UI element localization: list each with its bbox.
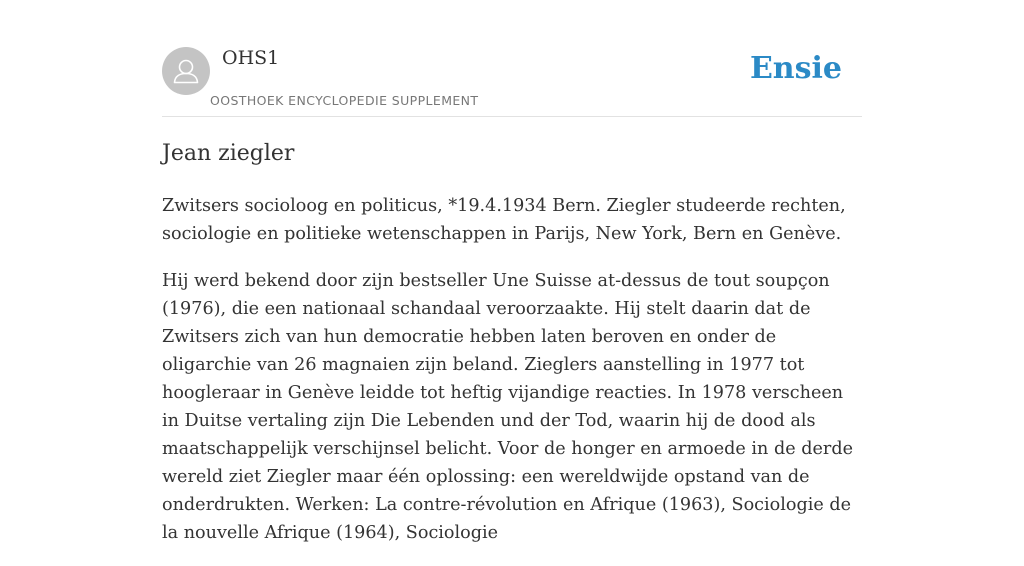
article-paragraph: Zwitsers socioloog en politicus, *19.4.1934 Bern. Ziegler studeerde rechten, sociologie en politieke wetenschappen in Parijs, New York, Bern en Genève. <box>162 196 846 244</box>
user-name-link[interactable]: OHS1 <box>222 47 280 69</box>
source-name-link[interactable]: OOSTHOEK ENCYCLOPEDIE SUPPLEMENT <box>210 93 479 108</box>
article-paragraph: Hij werd bekend door zijn bestseller Une Suisse at-dessus de tout soupçon (1976), die een nationaal schandaal veroorzaakte. Hij stelt daarin dat de Zwitsers zich van hun democratie hebben laten beroven en onder de oligarchie van 26 magnaien zijn beland. Zieglers aanstelling in 1977 tot hoogleraar in Genève leidde tot heftig vijandige reacties. In 1978 verscheen in Duitse vertaling zijn Die Lebenden und der Tod, waarin hij de dood als maatschappelijk verschijnsel belicht. Voor de honger en armoede in de derde wereld ziet Ziegler maar één oplossing: een wereldwijde opstand van de onderdrukten. Werken: La contre-révolution en Afrique (1963), Sociologie de la nouvelle Afrique (1964), Sociologie <box>162 271 853 543</box>
article-body <box>162 192 862 566</box>
avatar[interactable] <box>162 47 210 95</box>
user-icon <box>162 47 210 95</box>
page-container <box>162 0 862 543</box>
header <box>162 0 862 117</box>
brand-logo[interactable]: Ensie <box>749 51 842 86</box>
page-title: Jean ziegler <box>162 141 295 166</box>
